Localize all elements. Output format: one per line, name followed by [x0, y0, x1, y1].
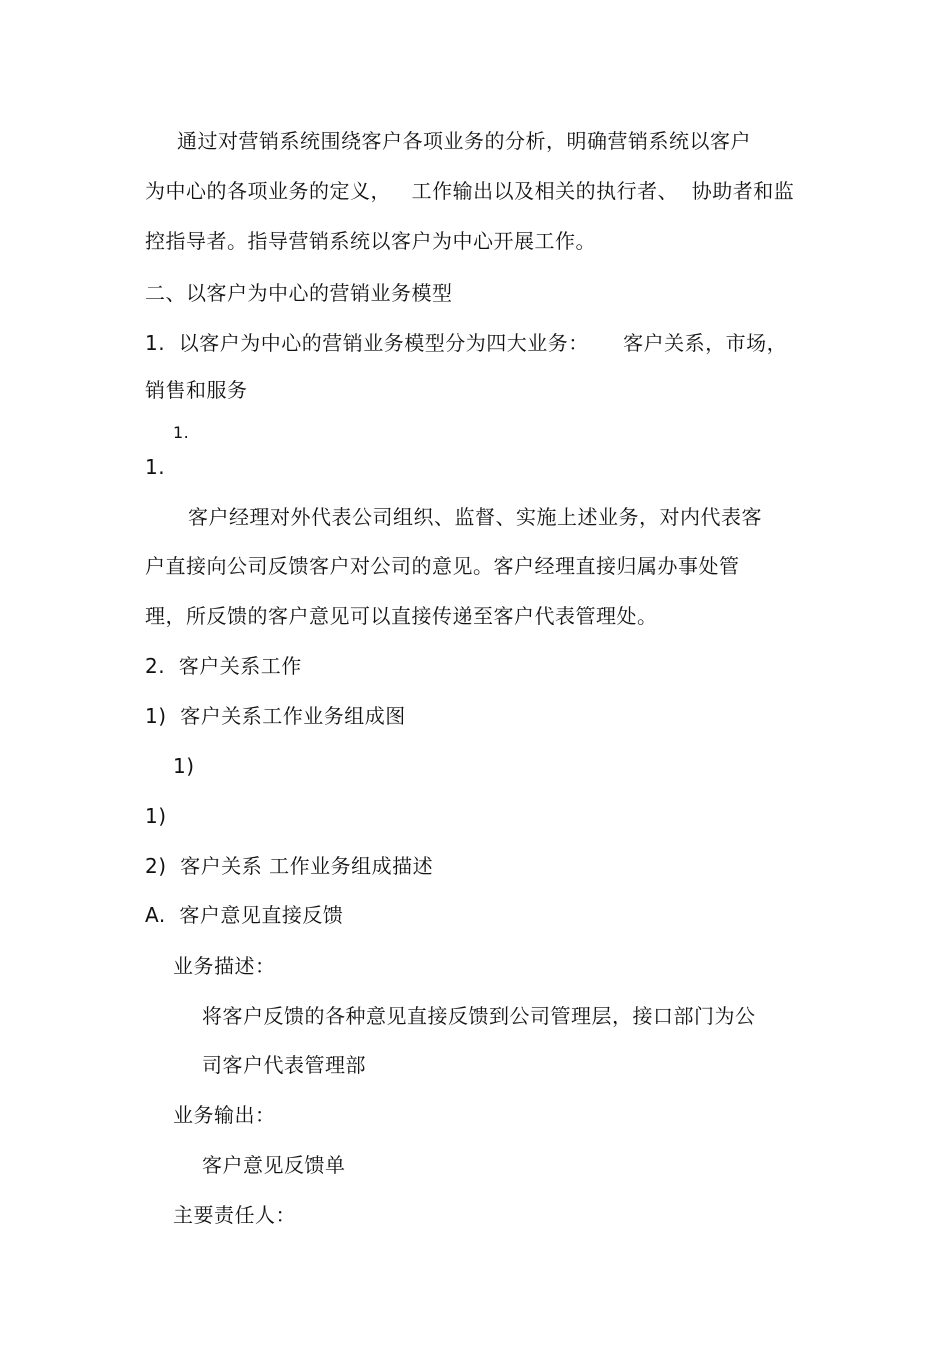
paragraph-1-line-2: 为中心的各项业务的定义， 工作输出以及相关的执行者、 协助者和监: [145, 179, 795, 203]
paragraph-1-line-1: 通过对营销系统围绕客户各项业务的分析，明确营销系统以客户: [177, 129, 751, 153]
list-number-small: 1.: [173, 423, 190, 442]
list-number: 1.: [145, 455, 166, 479]
paragraph-2-line-2: 户直接向公司反馈客户对公司的意见。客户经理直接归属办事处管: [145, 554, 740, 578]
list-item-1-line-1: 1. 以客户为中心的营销业务模型分为四大业务： 客户关系，市场，: [145, 331, 788, 355]
section-heading: 二、以客户为中心的营销业务模型: [145, 281, 453, 305]
list-marker: 1): [145, 804, 167, 828]
business-description-line-2: 司客户代表管理部: [202, 1053, 366, 1077]
subheading-composition-diagram: 1) 客户关系工作业务组成图: [145, 704, 406, 728]
subheading-composition-description: 2) 客户关系 工作业务组成描述: [145, 854, 434, 878]
responsible-person-label: 主要责任人：: [173, 1203, 296, 1227]
business-output-label: 业务输出：: [173, 1103, 276, 1127]
list-marker-indented: 1): [173, 754, 195, 778]
subheading-customer-relations: 2. 客户关系工作: [145, 654, 302, 678]
paragraph-1-line-3: 控指导者。指导营销系统以客户为中心开展工作。: [145, 229, 596, 253]
item-a-heading: A. 客户意见直接反馈: [145, 903, 344, 927]
list-item-1-line-2: 销售和服务: [145, 378, 248, 402]
business-description-line-1: 将客户反馈的各种意见直接反馈到公司管理层，接口部门为公: [202, 1004, 756, 1028]
business-description-label: 业务描述：: [173, 954, 276, 978]
paragraph-2-line-1: 客户经理对外代表公司组织、监督、实施上述业务，对内代表客: [188, 505, 762, 529]
business-output-value: 客户意见反馈单: [202, 1153, 346, 1177]
paragraph-2-line-3: 理，所反馈的客户意见可以直接传递至客户代表管理处。: [145, 604, 658, 628]
